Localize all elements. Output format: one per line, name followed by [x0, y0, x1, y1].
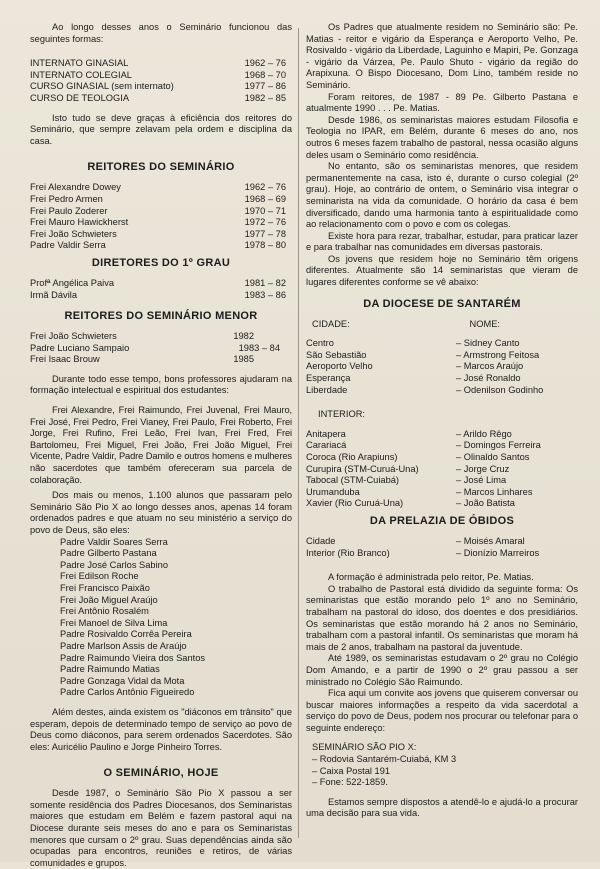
forma-row: INTERNATO GINASIAL 1962 – 76 — [30, 58, 286, 69]
padre-item: Padre Raimundo Vieira dos Santos — [60, 652, 206, 663]
padre-item: Frei Manoel de Silva Lima — [60, 617, 168, 628]
seminarista-row: Aeroporto Velho – Marcos Araújo — [306, 361, 524, 372]
formacao-paragraph: Durante todo esse tempo, bons professores ajudaram na formação intelectual e espiritual dos estudantes: — [30, 373, 292, 396]
desde-1986-paragraph: Desde 1986, os seminaristas maiores estudam Filosofia e Teologia no IPAR, em Belém, durante 6 meses do ano, nos outros 6 meses fazem trabalho de pastoral, nessa ocasião alguns deles usam o Seminário como residência. — [306, 114, 578, 160]
padre-item: Frei Edilson Roche — [60, 571, 139, 582]
seminarista-row: Anitapera – Arildo Rêgo — [306, 428, 512, 439]
forma-row: CURSO GINASIAL (sem internato) 1977 – 86 — [30, 81, 286, 92]
padre-item: Padre Rosivaldo Corrêa Pereira — [60, 629, 192, 640]
endereco-title: SEMINÁRIO SÃO PIO X: — [312, 742, 417, 753]
seminarista-row: Centro – Sidney Canto — [306, 338, 520, 349]
existe-hora-paragraph: Existe hora para rezar, trabalhar, estudar, para praticar lazer e para trabalhar nas comunidades em diversas pastorais. — [306, 230, 578, 253]
cidade-column-label: CIDADE: — [312, 318, 350, 329]
seminarista-row: Curupira (STM-Curuá-Una) – Jorge Cruz — [306, 463, 510, 474]
reitor-row: Frei Paulo Zoderer 1970 – 71 — [30, 205, 286, 216]
frades-paragraph: Frei Alexandre, Frei Raimundo, Frei Juvenal, Frei Mauro, Frei José, Frei Pedro, Frei Vianey, Frei Paulo, Frei Roberto, Frei Jorge, Frei Rufino, Frei Leão, Frei Ivan, Frei Fred, Frei Bartolomeu, Frei Miguel, Frei João, Frei João Miguel, Frei Vicente, Padre Valdir, Padre Damilo e outros homens e mulheres não sacerdotes que também ofereceram sua parcela de colaboração. — [30, 405, 292, 485]
fecho-paragraph: Estamos sempre dispostos a atendê-lo e ajudá-lo a procurar uma decisão para sua vida. — [306, 796, 578, 819]
agradecimento-paragraph: Isto tudo se deve graças à eficiência dos reitores do Seminário, que sempre zelavam pela ordem e disciplina da casa. — [30, 112, 292, 146]
padre-item: Padre Raimundo Matias — [60, 664, 160, 675]
left-column — [30, 22, 292, 869]
seminarista-row: Esperança – José Ronaldo — [306, 373, 521, 384]
seminarista-row: Cidade – Moisés Amaral — [306, 535, 525, 546]
reitor-row: Padre Valdir Serra 1978 – 80 — [30, 240, 286, 251]
endereco-line: – Fone: 522-1859. — [312, 777, 388, 788]
hoje-paragraph: Desde 1987, o Seminário São Pio X passou a ser somente residência dos Padres Diocesanos, dos Seminaristas maiores que estudam em Belém e fazem pastoral aqui na Diocese durante seis meses do ano e para os Seminaristas menores que cursam o 2º grau. Suas dependências ainda são ocupadas para encontros, reuniões e retiros, de várias comunidades e grupos. — [30, 788, 292, 868]
diaconos-paragraph: Além destes, ainda existem os "diáconos em trânsito" que esperam, depois de determinado tempo de serviço ao povo de Deus como diáconos, para serem ordenados Sacerdotes. São eles: Auricélio Paulino e Jorge Pinheiro Torres. — [30, 706, 292, 752]
convite-paragraph: Fica aqui um convite aos jovens que quiserem conversar ou buscar maiores informações a respeito da vida sacerdotal a serviço do povo de Deus, podem nos procurar ou telefonar para o seguinte endereço: — [306, 688, 578, 733]
seminarista-row: Liberdade – Odenilson Godinho — [306, 384, 544, 395]
reitores-list — [30, 182, 292, 252]
padre-item: Padre José Carlos Sabino — [60, 559, 169, 570]
padre-item: Padre Valdir Soares Serra — [60, 536, 168, 547]
seminarista-row: Tabocal (STM-Cuiabá) – José Lima — [306, 475, 507, 486]
menor-row: Frei Isaac Brouw 1985 — [30, 354, 254, 365]
menor-list — [30, 331, 292, 366]
seminarista-row: Interior (Rio Branco) – Dionízio Marreiros — [306, 547, 540, 558]
menor-row: Frei João Schwieters 1982 — [30, 331, 254, 342]
padre-item: Padre Carlos Antônio Figueiredo — [60, 687, 195, 698]
interior-label: INTERIOR: — [318, 409, 366, 420]
seminarista-row: São Sebastião – Armstrong Feitosa — [306, 349, 540, 360]
endereco-line: – Caixa Postal 191 — [312, 765, 391, 776]
padres-atuais-paragraph: Os Padres que atualmente residem no Seminário são: Pe. Matias - reitor e vigário da Esperança e Aeroporto Velho, Pe. Rosivaldo - vigário da Liberdade, Laguinho e Mapiri, Pe. Gonzaga - vigário da Várzea, Pe. Paulo Shuto - vigário da região do Arapixuna. O Bispo Diocesano, Dom Lino, também reside no Seminário. — [306, 22, 578, 90]
endereco-block — [306, 742, 578, 788]
foram-reitores-paragraph: Foram reitores, de 1987 - 89 Pe. Gilberto Pastana e atualmente 1990 . . . Pe. Matias. — [306, 91, 578, 114]
santarem-heading: DA DIOCESE DE SANTARÉM — [363, 297, 521, 310]
seminarista-row: Urumanduba – Marcos Linhares — [306, 486, 533, 497]
padre-item: Padre Gonzaga Vidal da Mota — [60, 675, 185, 686]
padre-item: Padre Marlson Assis de Araújo — [60, 640, 187, 651]
diretor-row: Irmã Dávila 1983 – 86 — [30, 289, 286, 300]
seminarista-row: Xavier (Rio Curuá-Una) – João Batista — [306, 498, 515, 509]
ate-1989-paragraph: Até 1989, os seminaristas estudavam o 2º grau no Colégio Dom Amando, e a partir de 1990 o 2º grau passou a ser ministrado no Colégio São Raimundo. — [306, 653, 578, 687]
menor-row: Padre Luciano Sampaio 1983 – 84 — [30, 342, 280, 353]
nome-column-label: NOME: — [469, 318, 500, 329]
obidos-list — [306, 536, 578, 559]
menor-heading: REITORES DO SEMINÁRIO MENOR — [64, 310, 258, 323]
trabalho-pastoral-paragraph: O trabalho de Pastoral está dividido da seguinte forma: Os seminaristas que estão morando pelo 1º ano no Seminário, trabalham na pastoral do idoso, dos doentes e dos presidiários. Os seminaristas que estão morando há 2 anos no Seminário, trabalham com a pastoral infantil. Os seminaristas que moram há mais de 2 anos, trabalham na pastoral da juventude. — [306, 583, 578, 652]
forma-row: INTERNATO COLEGIAL 1968 – 70 — [30, 69, 286, 80]
diretores-list — [30, 278, 292, 301]
diretor-row: Profª Angélica Paiva 1981 – 82 — [30, 277, 286, 288]
reitores-heading: REITORES DO SEMINÁRIO — [87, 161, 235, 174]
padre-item: Padre Gilberto Pastana — [60, 548, 157, 559]
seminarista-row: Carariacá – Domingos Ferreira — [306, 440, 541, 451]
no-entanto-paragraph: No entanto, são os seminaristas menores, que residem permanentemente na casa, isto é, durante o curso colegial (2º grau). Hoje, ao contrário de ontem, o Seminário visa integrar o seminarista na vida da comunidade. O horário da casa é bem diversificado, dando uma harmonia tanto à espiritualidade como ao relacionamento com o povo e com os colegas. — [306, 161, 578, 230]
hoje-heading: O SEMINÁRIO, HOJE — [103, 767, 219, 780]
formas-list — [30, 58, 292, 104]
interior-list — [306, 429, 578, 510]
endereco-line: – Rodovia Santarém-Cuiabá, KM 3 — [312, 754, 457, 765]
alunos-paragraph: Dos mais ou menos, 1.100 alunos que passaram pelo Seminário São Pio X ao longo desses anos, apenas 14 foram ordenados padres e que atuam no seu ministério a serviço do povo de Deus, são eles: — [30, 490, 292, 535]
os-jovens-paragraph: Os jovens que residem hoje no Seminário têm origens diferentes. Atualmente são 14 seminaristas que vieram de lugares diferentes conforme se vê abaixo: — [306, 253, 578, 288]
column-divider — [298, 28, 299, 838]
diretores-heading: DIRETORES DO 1º GRAU — [91, 256, 231, 269]
padre-item: Frei Antônio Rosalém — [60, 606, 149, 617]
reitor-row: Frei Mauro Hawickherst 1972 – 76 — [30, 217, 286, 228]
obidos-heading: DA PRELAZIA DE ÓBIDOS — [369, 514, 515, 527]
reitor-row: Frei Alexandre Dowey 1962 – 76 — [30, 182, 286, 193]
reitor-row: Frei João Schwieters 1977 – 78 — [30, 228, 286, 239]
formacao-adm-paragraph: A formação é administrada pelo reitor, Pe. Matias. — [328, 572, 534, 583]
reitor-row: Frei Pedro Armen 1968 – 69 — [30, 193, 286, 204]
right-column — [306, 22, 578, 820]
intro-paragraph: Ao longo desses anos o Seminário funcionou das seguintes formas: — [30, 22, 292, 44]
padre-item: Frei Francisco Paixão — [60, 582, 150, 593]
padres-list — [30, 537, 292, 699]
forma-row: CURSO DE TEOLOGIA 1982 – 85 — [30, 92, 286, 103]
seminarista-row: Coroca (Rio Arapiuns) – Olinaldo Santos — [306, 452, 530, 462]
padre-item: Frei João Miguel Araújo — [60, 594, 158, 605]
santarem-column-headers — [306, 319, 578, 331]
cidade-list — [306, 338, 578, 396]
